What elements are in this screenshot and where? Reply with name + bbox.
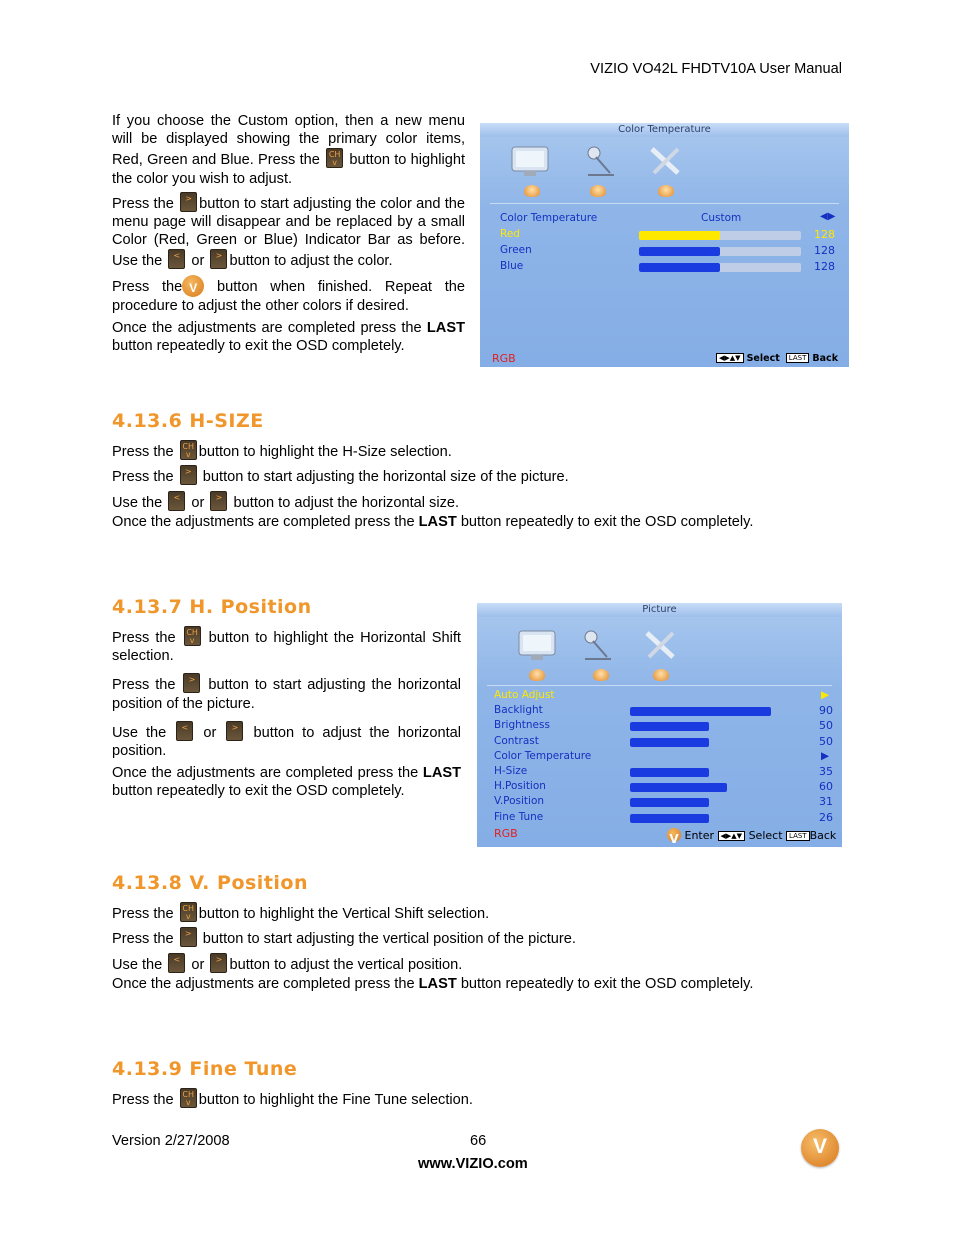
picture-level-bar[interactable]: [630, 768, 787, 777]
picture-menu-item[interactable]: H.Position: [494, 780, 546, 793]
picture-osd: [477, 603, 842, 847]
v-position-step-2: Press the > button to start adjusting the vertical position of the picture.: [112, 927, 576, 948]
color-level-value: 128: [814, 260, 835, 273]
v-position-step-1: Press the CH v button to highlight the Vertical Shift selection.: [112, 902, 489, 923]
color-temp-setting: Custom: [701, 212, 742, 224]
tv-picture-icon: [506, 141, 556, 181]
picture-level-bar[interactable]: [630, 814, 787, 823]
rgb-label: RGB: [492, 352, 516, 365]
picture-menu-item[interactable]: Backlight: [494, 704, 543, 717]
arrow-keys-icon: ◀▶▲▼: [716, 353, 744, 363]
color-level-bar[interactable]: [639, 247, 801, 256]
picture-level-bar[interactable]: [630, 798, 787, 807]
picture-level-bar[interactable]: [630, 707, 787, 716]
vizio-button-icon: [667, 828, 681, 842]
vol-right-button-icon: [180, 927, 197, 947]
menu-tab-audio-icon: [593, 669, 609, 681]
menu-tab-picture-icon: [529, 669, 545, 681]
picture-level-value: 31: [819, 795, 833, 809]
h-position-text: Press the CH v button to highlight the Horizontal Shift selection. Press the > button to start adjusting the horizontal position of the picture. Use the < or > button to adjust the horizontal position. Once the adjustments are completed press the LAST button repeatedly to exit the OSD completely.: [112, 626, 461, 801]
rgb-label: RGB: [494, 827, 518, 840]
picture-level-value: 60: [819, 780, 833, 794]
picture-menu-item[interactable]: Brightness: [494, 719, 550, 732]
color-level-value: 128: [814, 244, 835, 257]
vol-right-button-icon: [210, 491, 227, 511]
vol-right-button-icon: [180, 465, 197, 485]
menu-tab-audio-icon: [590, 185, 606, 197]
osd-footer-hints: V Enter ◀▶▲▼ Select LAST Back: [667, 828, 836, 842]
h-size-step-1: Press the CH v button to highlight the H-Size selection.: [112, 440, 452, 461]
version-label: Version 2/27/2008: [112, 1133, 230, 1149]
vol-right-button-icon: [183, 673, 200, 693]
color-level-bar[interactable]: [639, 263, 801, 272]
submenu-arrow-icon: ▶: [821, 689, 830, 701]
tools-settings-icon: [646, 143, 686, 179]
color-row-label[interactable]: Red: [500, 228, 520, 240]
vol-left-button-icon: [168, 953, 185, 973]
osd-title: Picture: [477, 603, 842, 617]
v-position-step-3: Use the < or > button to adjust the vertical position.: [112, 953, 462, 974]
left-right-arrow-icon: ◀▶: [820, 211, 836, 222]
picture-level-fill: [630, 722, 709, 731]
color-level-fill: [639, 247, 720, 256]
vol-left-button-icon: [176, 721, 193, 741]
section-heading-h-position: 4.13.7 H. Position: [112, 596, 312, 618]
picture-level-bar[interactable]: [630, 722, 787, 731]
vizio-logo-icon: V: [801, 1129, 839, 1167]
menu-tab-picture-icon: [524, 185, 540, 197]
picture-level-fill: [630, 783, 727, 792]
vol-left-button-icon: [168, 249, 185, 269]
osd-title: Color Temperature: [480, 123, 849, 137]
section-heading-fine-tune: 4.13.9 Fine Tune: [112, 1058, 298, 1080]
submenu-arrow-icon: ▶: [821, 749, 830, 762]
last-key-icon: LAST: [786, 831, 810, 841]
section-heading-h-size: 4.13.6 H-SIZE: [112, 410, 264, 432]
color-level-fill: [639, 263, 720, 272]
manual-title: VIZIO VO42L FHDTV10A User Manual: [590, 61, 842, 77]
color-row-label[interactable]: Green: [500, 244, 532, 256]
osd-footer-hints: ◀▶▲▼ Select LAST Back: [716, 353, 838, 364]
arrow-keys-icon: ◀▶▲▼: [718, 831, 746, 841]
picture-menu-item[interactable]: Color Temperature: [494, 749, 592, 762]
color-level-bar[interactable]: [639, 231, 801, 240]
vol-right-button-icon: [180, 192, 197, 212]
color-temp-label[interactable]: Color Temperature: [500, 212, 598, 224]
fine-tune-step-1: Press the CH v button to highlight the Fine Tune selection.: [112, 1088, 473, 1109]
divider: [487, 685, 832, 686]
satellite-audio-icon: [577, 627, 617, 663]
picture-menu-item[interactable]: Auto Adjust: [494, 689, 555, 701]
vol-right-button-icon: [210, 249, 227, 269]
tv-picture-icon: [513, 625, 563, 665]
picture-menu-item[interactable]: H-Size: [494, 765, 528, 777]
vizio-button-icon: [182, 275, 204, 297]
picture-level-fill: [630, 798, 709, 807]
color-row-label[interactable]: Blue: [500, 260, 524, 272]
ch-down-button-icon: [184, 626, 201, 646]
picture-menu-item[interactable]: Fine Tune: [494, 810, 544, 823]
ch-down-button-icon: [180, 440, 197, 460]
picture-level-value: 35: [819, 765, 833, 778]
picture-level-value: 26: [819, 810, 833, 824]
h-size-step-4: Once the adjustments are completed press the LAST button repeatedly to exit the OSD completely.: [112, 514, 754, 530]
picture-level-bar[interactable]: [630, 738, 787, 747]
picture-level-value: 50: [819, 719, 833, 733]
picture-level-fill: [630, 814, 709, 823]
h-size-step-3: Use the < or > button to adjust the horizontal size.: [112, 491, 459, 512]
ch-down-button-icon: [180, 1088, 197, 1108]
picture-level-fill: [630, 707, 771, 716]
picture-level-value: 50: [819, 734, 833, 748]
color-level-value: 128: [814, 228, 835, 241]
picture-menu-item[interactable]: Contrast: [494, 734, 539, 747]
vol-left-button-icon: [168, 491, 185, 511]
vol-right-button-icon: [210, 953, 227, 973]
picture-level-bar[interactable]: [630, 783, 787, 792]
satellite-audio-icon: [580, 143, 620, 179]
color-level-fill: [639, 231, 720, 240]
vol-right-button-icon: [226, 721, 243, 741]
color-temperature-osd: [480, 123, 849, 367]
section-heading-v-position: 4.13.8 V. Position: [112, 872, 308, 894]
tools-settings-icon: [641, 627, 681, 663]
menu-tab-settings-icon: [653, 669, 669, 681]
page-number: 66: [470, 1133, 487, 1149]
ch-down-button-icon: [326, 148, 343, 168]
h-size-step-2: Press the > button to start adjusting the horizontal size of the picture.: [112, 465, 569, 486]
intro-text: If you choose the Custom option, then a new menu will be displayed showing the primary color items, Red, Green and Blue. Press the CH v button to highlight the color you wish to adjust. Press the > button to start adjusting the color and the menu page will disappear and be replaced by a small Color (Red, Green or Blue) Indicator Bar as before. Use the < or > button to adjust the color. Press theV button when finished. Repeat the procedure to adjust the other colors if desired. Once the adjustments are completed press the LAST button repeatedly to exit the OSD completely.: [112, 112, 465, 355]
last-key-icon: LAST: [786, 353, 810, 363]
website-link[interactable]: www.VIZIO.com: [418, 1156, 528, 1172]
v-position-step-4: Once the adjustments are completed press the LAST button repeatedly to exit the OSD completely.: [112, 976, 754, 992]
picture-level-fill: [630, 738, 709, 747]
menu-tab-settings-icon: [658, 185, 674, 197]
ch-down-button-icon: [180, 902, 197, 922]
picture-level-fill: [630, 768, 709, 777]
picture-level-value: 90: [819, 704, 833, 718]
divider: [490, 203, 839, 204]
picture-menu-item[interactable]: V.Position: [494, 795, 545, 808]
